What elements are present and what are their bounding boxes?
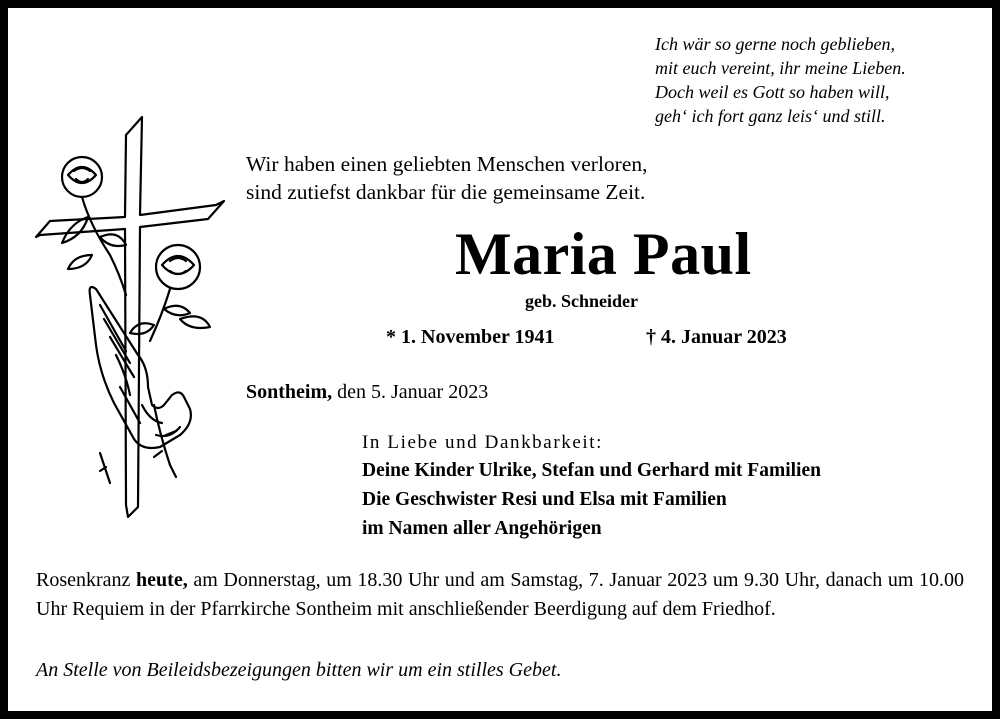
notice-date: den 5. Januar 2023 [332, 381, 489, 403]
place-date [246, 380, 488, 404]
mourners-lead: In Liebe und Dankbarkeit: [362, 432, 604, 453]
place-name: Sontheim, [246, 381, 333, 403]
mourners-block [362, 430, 821, 543]
service-pre: Rosenkranz [36, 569, 137, 591]
poem-line: mit euch vereint, ihr meine Lieben. [655, 58, 906, 78]
intro-line: Wir haben einen geliebten Menschen verloren, [246, 152, 648, 176]
poem-line: Doch weil es Gott so haben will, [655, 82, 890, 102]
death-date: † 4. Januar 2023 [646, 326, 787, 348]
service-info [36, 566, 964, 624]
poem-line: geh‘ ich fort ganz leis‘ und still. [655, 106, 886, 126]
mourner-line: Die Geschwister Resi und Elsa mit Familien [362, 489, 727, 510]
service-highlight: heute, [136, 569, 188, 591]
intro-line: sind zutiefst dankbar für die gemeinsame Zeit. [246, 180, 646, 204]
service-post: am Donnerstag, um 18.30 Uhr und am Samstag, 7. Januar 2023 um 9.30 Uhr, danach um 10.00 Uhr Requiem in der Pfarrkirche Sontheim mit anschließender Beerdigung auf dem Friedhof. [36, 569, 964, 620]
cross-roses-praying-hands-icon [30, 105, 230, 525]
maiden-name: geb. Schneider [525, 291, 639, 311]
mourner-line: im Namen aller Angehörigen [362, 518, 602, 539]
poem-line: Ich wär so gerne noch geblieben, [655, 34, 895, 54]
deceased-name: Maria Paul [455, 221, 752, 287]
closing-line: An Stelle von Beileidsbezeigungen bitten wir um ein stilles Gebet. [36, 659, 562, 681]
birth-date: * 1. November 1941 [386, 326, 555, 348]
mourner-line: Deine Kinder Ulrike, Stefan und Gerhard mit Familien [362, 460, 821, 481]
intro-text [246, 150, 648, 206]
poem [655, 32, 906, 128]
